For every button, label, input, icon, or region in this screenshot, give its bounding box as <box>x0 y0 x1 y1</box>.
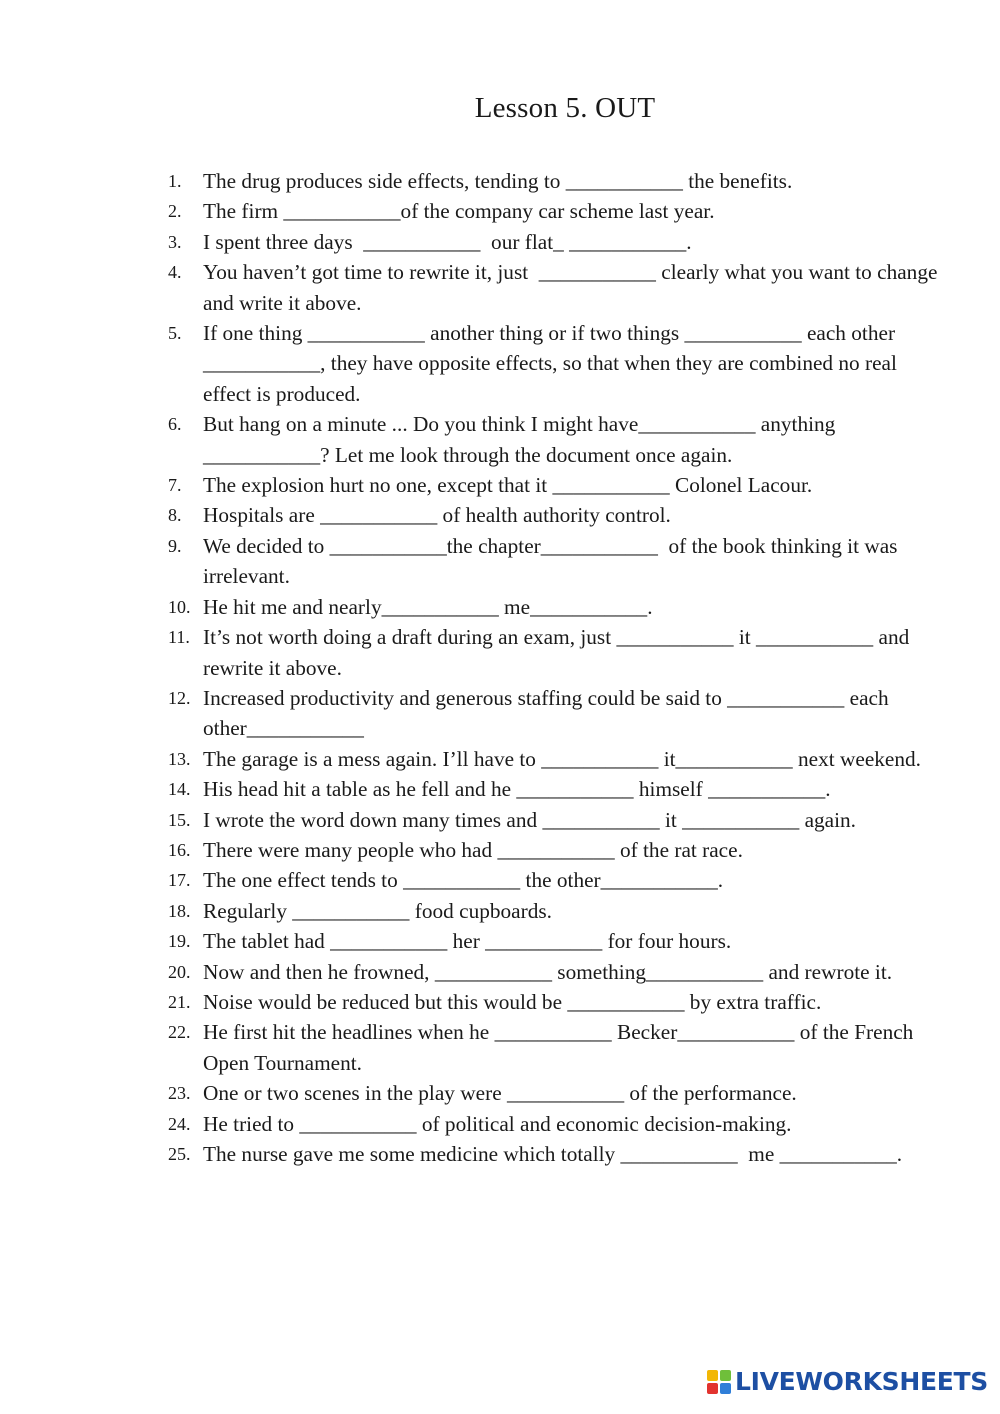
question-text: Noise would be reduced but this would be ___________ by extra traffic. <box>203 989 822 1014</box>
question-text: He hit me and nearly___________ me___________. <box>203 594 653 619</box>
question-text: He tried to ___________ of political and economic decision-making. <box>203 1111 792 1136</box>
question-text: Regularly ___________ food cupboards. <box>203 898 552 923</box>
question-item <box>168 409 938 470</box>
question-number: 25. <box>168 1144 191 1164</box>
question-item <box>168 227 938 257</box>
question-number: 16. <box>168 839 191 860</box>
question-number: 15. <box>168 809 191 830</box>
question-number: 13. <box>168 748 191 769</box>
question-text: If one thing ___________ another thing or if two things ___________ each other ___________, they have opposite effects, so that when they are combined no real effect is produced. <box>203 321 903 406</box>
question-text: We decided to ___________the chapter___________ of the book thinking it was irrelevant. <box>203 533 903 589</box>
question-item <box>168 500 938 530</box>
question-text: I wrote the word down many times and ___________ it ___________ again. <box>203 807 857 832</box>
question-number: 14. <box>168 779 191 800</box>
question-text: I spent three days ___________ our flat_ ___________. <box>203 229 692 254</box>
question-number: 19. <box>168 931 191 952</box>
question-item <box>168 987 938 1017</box>
liveworksheets-logo-icon <box>707 1370 731 1394</box>
question-text: The one effect tends to ___________ the other___________. <box>203 868 724 893</box>
question-list <box>168 166 943 1169</box>
question-number: 17. <box>168 870 191 891</box>
question-text: But hang on a minute ... Do you think I might have___________ anything ___________? Let me look through the document once again. <box>203 412 841 467</box>
question-number: 18. <box>168 900 191 921</box>
logo-square-3 <box>707 1383 718 1394</box>
question-item <box>168 835 938 865</box>
question-item <box>168 318 938 409</box>
question-number: 11. <box>168 627 190 648</box>
question-item <box>168 1078 938 1108</box>
question-number: 20. <box>168 961 191 982</box>
question-text: The garage is a mess again. I’ll have to ___________ it___________ next weekend. <box>203 746 922 771</box>
question-text: Hospitals are ___________ of health authority control. <box>203 503 671 528</box>
question-text: One or two scenes in the play were ___________ of the performance. <box>203 1081 797 1106</box>
question-item <box>168 865 938 895</box>
question-text: His head hit a table as he fell and he ___________ himself ___________. <box>203 777 831 802</box>
logo-square-1 <box>707 1370 718 1381</box>
question-number: 8. <box>168 505 182 526</box>
question-text: The drug produces side effects, tending to ___________ the benefits. <box>203 169 793 193</box>
page-title: Lesson 5. OUT <box>474 92 656 124</box>
question-number: 10. <box>168 596 191 617</box>
logo-square-2 <box>720 1370 731 1381</box>
liveworksheets-logo <box>707 1367 988 1396</box>
question-text: He first hit the headlines when he ___________ Becker___________ of the French Open Tournament. <box>203 1020 919 1075</box>
question-item <box>168 957 938 987</box>
question-text: You haven’t got time to rewrite it, just ___________ clearly what you want to change and write it above. <box>203 260 943 315</box>
question-item <box>168 1017 938 1078</box>
question-item <box>168 257 943 318</box>
question-number: 4. <box>168 262 182 283</box>
question-number: 22. <box>168 1022 191 1043</box>
logo-text: LIVEWORKSHEETS <box>734 1367 988 1396</box>
question-item <box>168 592 938 622</box>
question-number: 1. <box>168 171 182 191</box>
question-item <box>168 896 938 926</box>
question-item <box>168 683 938 744</box>
question-text: Now and then he frowned, ___________ something___________ and rewrote it. <box>203 959 893 984</box>
question-item <box>168 744 938 774</box>
question-number: 2. <box>168 201 182 222</box>
question-item <box>168 926 938 956</box>
question-number: 24. <box>168 1113 191 1134</box>
question-text: The explosion hurt no one, except that it ___________ Colonel Lacour. <box>203 473 813 498</box>
question-item <box>168 774 938 804</box>
question-item <box>168 805 938 835</box>
question-number: 6. <box>168 414 182 435</box>
question-number: 9. <box>168 535 182 556</box>
question-number: 3. <box>168 231 182 252</box>
question-item <box>168 166 938 196</box>
question-number: 5. <box>168 323 182 344</box>
question-text: It’s not worth doing a draft during an exam, just ___________ it ___________ and rewrite it above. <box>203 625 915 680</box>
question-item <box>168 470 938 500</box>
question-text: There were many people who had ___________ of the rat race. <box>203 837 743 862</box>
question-number: 23. <box>168 1083 191 1104</box>
question-item <box>168 196 938 226</box>
logo-square-4 <box>720 1383 731 1394</box>
question-number: 21. <box>168 991 191 1012</box>
question-item <box>168 622 938 683</box>
question-text: The tablet had ___________ her ___________ for four hours. <box>203 929 732 954</box>
question-item <box>168 1109 938 1139</box>
question-text: The nurse gave me some medicine which totally ___________ me ___________. <box>203 1142 903 1166</box>
question-text: The firm ___________of the company car scheme last year. <box>203 199 715 224</box>
question-number: 7. <box>168 475 182 496</box>
question-number: 12. <box>168 687 191 708</box>
question-item <box>168 1139 938 1169</box>
question-text: Increased productivity and generous staffing could be said to ___________ each other___________ <box>203 685 894 741</box>
question-item <box>168 531 938 592</box>
